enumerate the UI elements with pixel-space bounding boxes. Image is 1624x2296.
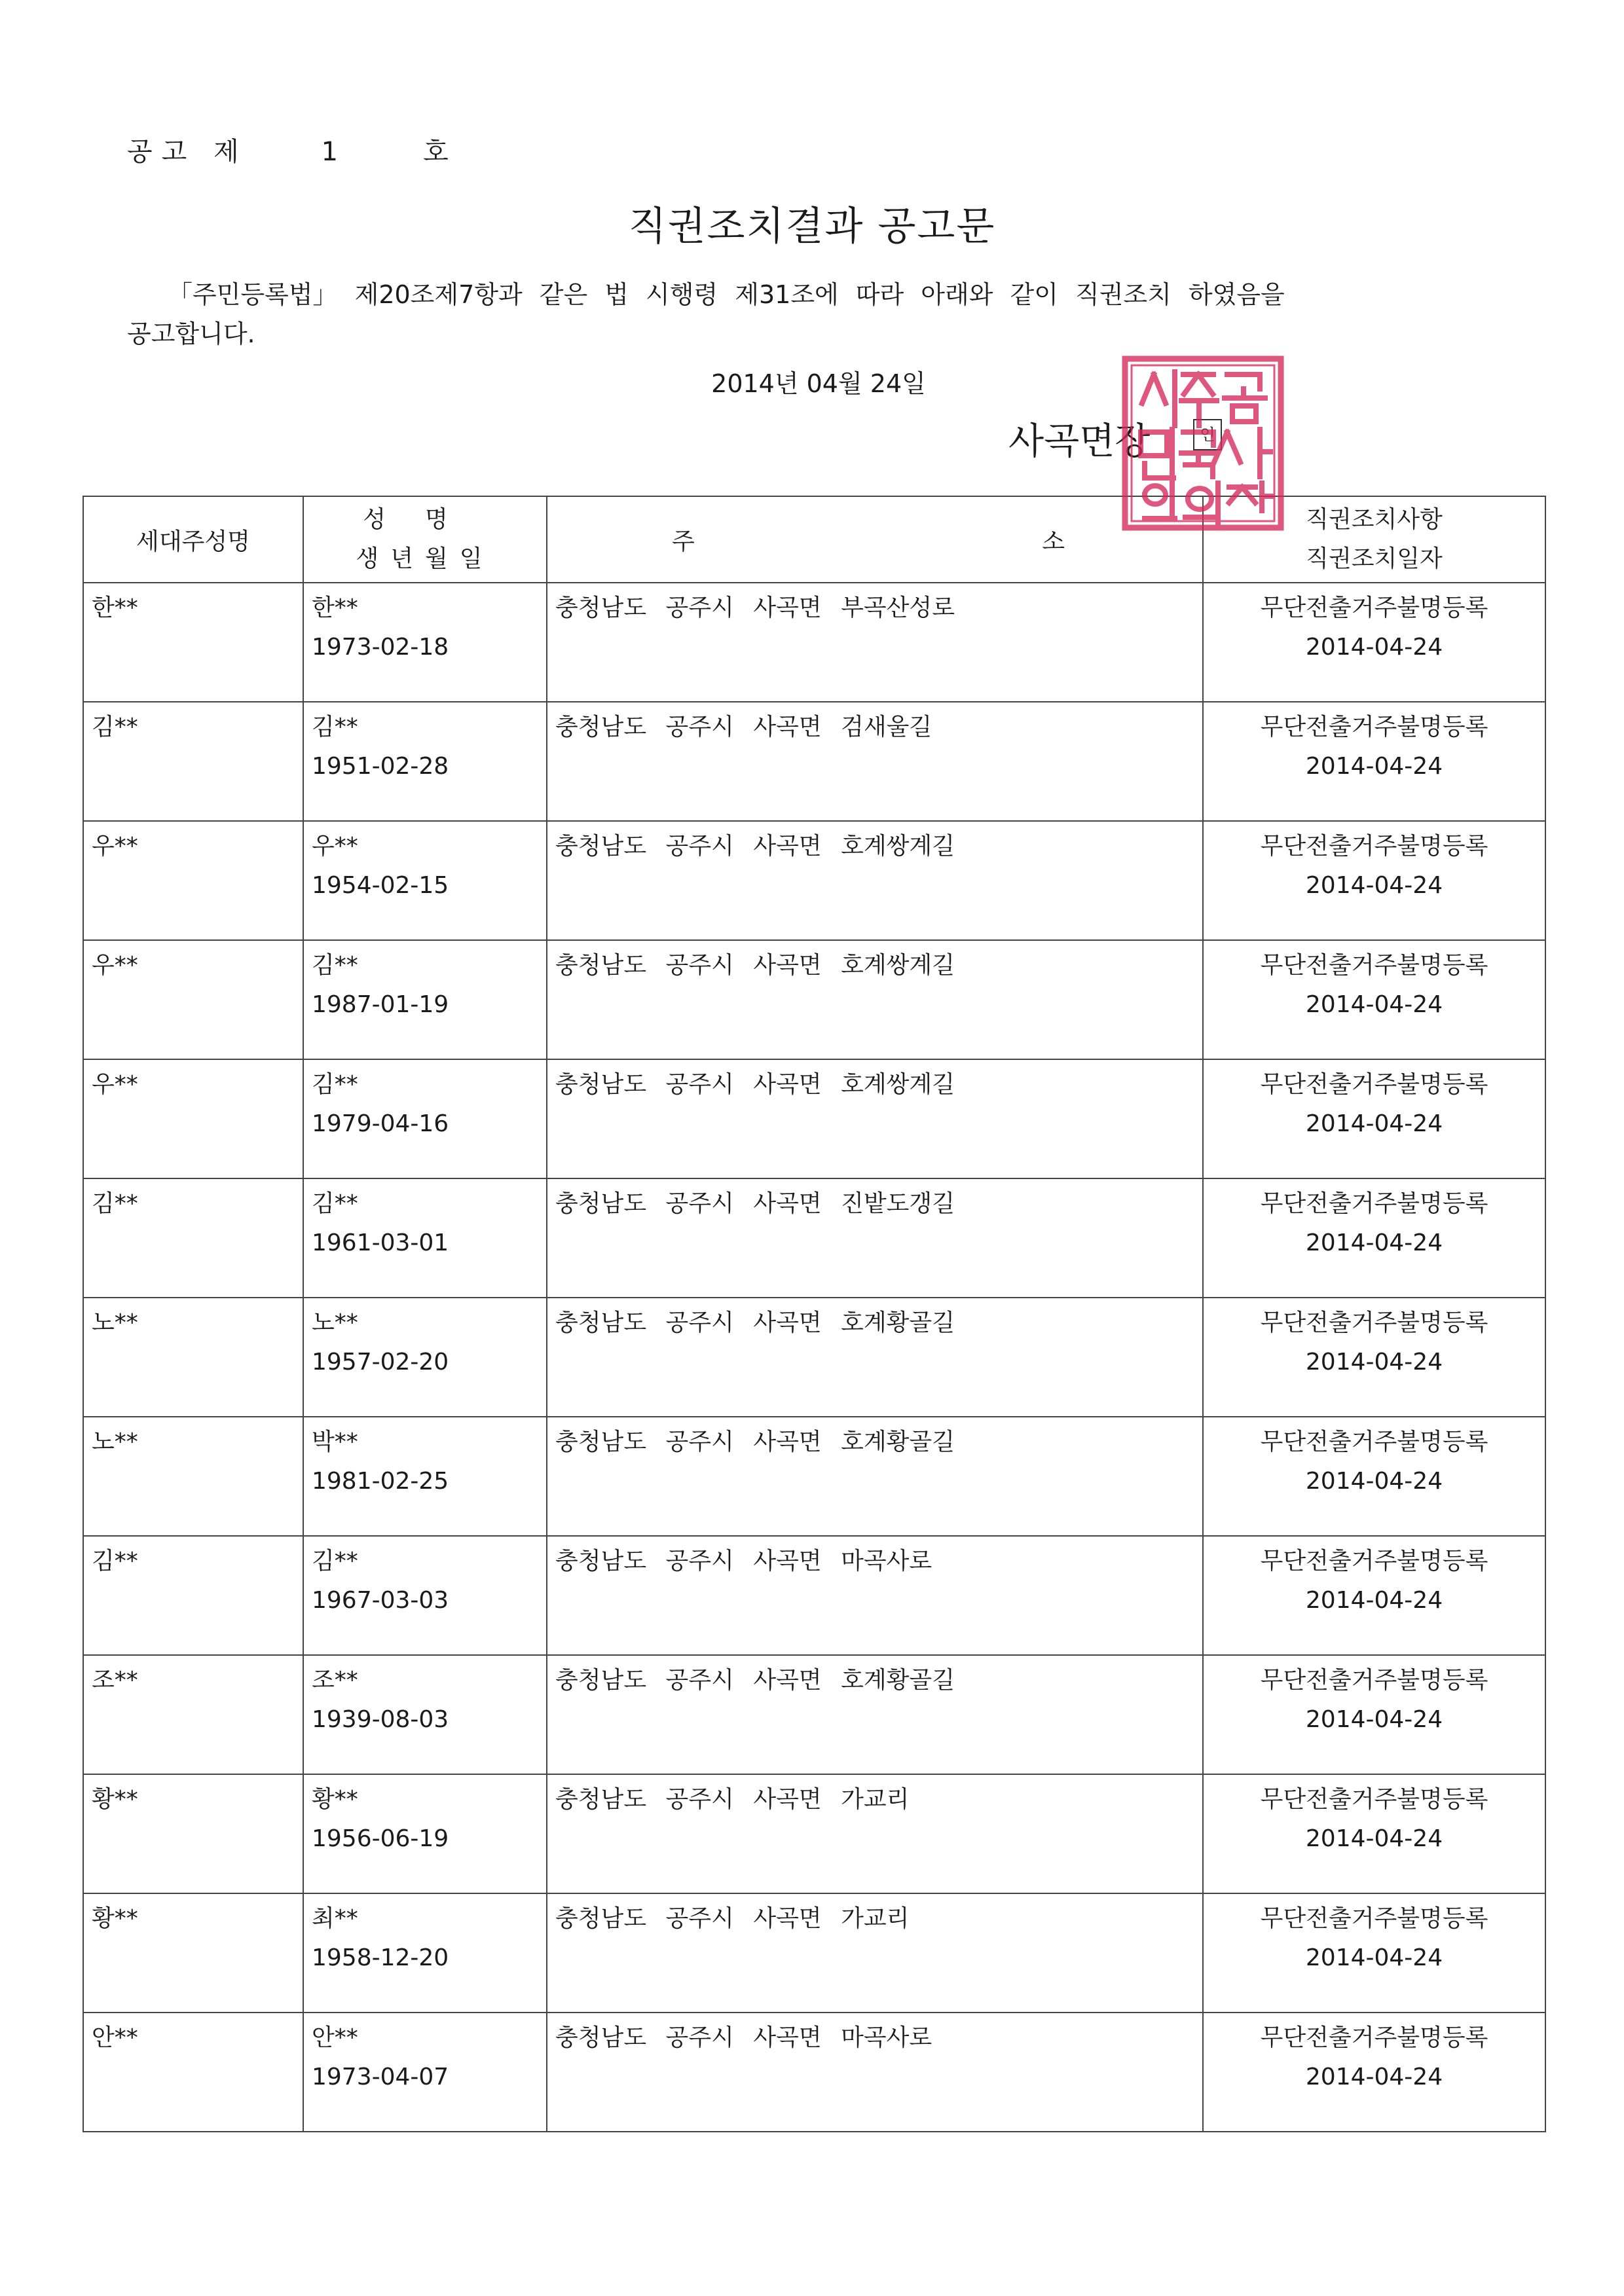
household-head-name: 김**: [92, 1548, 138, 1575]
name-birth-cell: [303, 1298, 547, 1417]
action-date: 2014-04-24: [1305, 2064, 1443, 2090]
household-head-cell: [83, 1655, 303, 1774]
household-head-cell: [83, 1536, 303, 1655]
action-item: 무단전출거주불명등록: [1260, 1071, 1488, 1098]
table-row: [83, 583, 1545, 702]
person-name: 황**: [312, 1786, 358, 1813]
action-cell: [1203, 702, 1545, 821]
intro-line-2: 공고합니다.: [127, 319, 255, 348]
birth-date: 1973-04-07: [312, 2064, 449, 2090]
address-text: 충청남도 공주시 사곡면 부곡산성로: [555, 594, 955, 621]
address-text: 충청남도 공주시 사곡면 가교리: [555, 1905, 910, 1932]
notice-number-value: 1: [321, 137, 339, 167]
name-birth-cell: [303, 583, 547, 702]
birth-date: 1967-03-03: [312, 1587, 449, 1614]
address-cell: [547, 1298, 1203, 1417]
action-cell: [1203, 821, 1545, 940]
household-head-cell: [83, 702, 303, 821]
household-head-name: 황**: [92, 1786, 138, 1813]
household-head-name: 우**: [92, 952, 138, 979]
birth-date: 1958-12-20: [312, 1944, 449, 1971]
household-head-name: 우**: [92, 1071, 138, 1098]
household-head-name: 안**: [92, 2024, 138, 2051]
address-cell: [547, 583, 1203, 702]
name-birth-cell: [303, 1655, 547, 1774]
intro-paragraph: [127, 275, 1443, 354]
birth-date: 1939-08-03: [312, 1706, 449, 1733]
name-birth-cell: [303, 1774, 547, 1893]
address-cell: [547, 1178, 1203, 1298]
action-item: 무단전출거주불명등록: [1260, 952, 1488, 979]
person-name: 노**: [312, 1309, 358, 1336]
document-date: 2014년 04월 24일: [711, 369, 926, 398]
name-birth-cell: [303, 821, 547, 940]
action-date: 2014-04-24: [1305, 1468, 1443, 1495]
action-item: 무단전출거주불명등록: [1260, 2024, 1488, 2051]
birth-date: 1951-02-28: [312, 753, 449, 780]
person-name: 김**: [312, 1548, 358, 1575]
header-address: [547, 496, 1203, 583]
action-date: 2014-04-24: [1305, 1110, 1443, 1137]
signatory-title: 사곡면장: [1008, 420, 1151, 463]
header-action-item: 직권조치사항: [1306, 506, 1443, 533]
table-row: [83, 2013, 1545, 2132]
name-birth-cell: [303, 1893, 547, 2013]
header-address-part-2: 소: [1042, 528, 1065, 555]
action-date: 2014-04-24: [1305, 991, 1443, 1018]
action-item: 무단전출거주불명등록: [1260, 1429, 1488, 1455]
household-head-cell: [83, 1298, 303, 1417]
birth-date: 1979-04-16: [312, 1110, 449, 1137]
action-date: 2014-04-24: [1305, 872, 1443, 899]
table-row: [83, 1536, 1545, 1655]
table-row: [83, 1893, 1545, 2013]
address-cell: [547, 1774, 1203, 1893]
table-row: [83, 1417, 1545, 1536]
household-head-name: 한**: [92, 594, 138, 621]
name-birth-cell: [303, 702, 547, 821]
address-cell: [547, 1536, 1203, 1655]
address-text: 충청남도 공주시 사곡면 호계황골길: [555, 1429, 955, 1455]
table-row: [83, 1655, 1545, 1774]
intro-line-1: 「주민등록법」 제20조제7항과 같은 법 시행령 제31조에 따라 아래와 같이 직권조치 하였음을: [168, 280, 1285, 309]
header-address-part-1: 주: [672, 528, 695, 555]
person-name: 김**: [312, 1190, 358, 1217]
action-date: 2014-04-24: [1305, 1944, 1443, 1971]
header-household-head: 세대주성명: [83, 496, 303, 583]
address-cell: [547, 1655, 1203, 1774]
action-cell: [1203, 1178, 1545, 1298]
action-item: 무단전출거주불명등록: [1260, 833, 1488, 860]
birth-date: 1954-02-15: [312, 872, 449, 899]
name-birth-cell: [303, 1536, 547, 1655]
person-name: 박**: [312, 1429, 358, 1455]
person-name: 한**: [312, 594, 358, 621]
action-date: 2014-04-24: [1305, 753, 1443, 780]
birth-date: 1981-02-25: [312, 1468, 449, 1495]
address-cell: [547, 2013, 1203, 2132]
household-head-name: 김**: [92, 1190, 138, 1217]
action-date: 2014-04-24: [1305, 1706, 1443, 1733]
address-text: 충청남도 공주시 사곡면 호계황골길: [555, 1309, 955, 1336]
household-head-name: 조**: [92, 1667, 138, 1694]
address-text: 충청남도 공주시 사곡면 진밭도갱길: [555, 1190, 955, 1217]
header-birthdate: 생년월일: [356, 545, 494, 572]
action-item: 무단전출거주불명등록: [1260, 1667, 1488, 1694]
address-text: 충청남도 공주시 사곡면 호계쌍계길: [555, 952, 955, 979]
household-head-name: 김**: [92, 714, 138, 740]
action-cell: [1203, 1536, 1545, 1655]
action-item: 무단전출거주불명등록: [1260, 1786, 1488, 1813]
household-head-name: 우**: [92, 833, 138, 860]
birth-date: 1987-01-19: [312, 991, 449, 1018]
address-text: 충청남도 공주시 사곡면 마곡사로: [555, 2024, 932, 2051]
action-item: 무단전출거주불명등록: [1260, 1309, 1488, 1336]
birth-date: 1957-02-20: [312, 1349, 449, 1376]
household-head-cell: [83, 1774, 303, 1893]
notice-number-suffix: 호: [423, 137, 449, 167]
address-cell: [547, 1059, 1203, 1178]
address-cell: [547, 821, 1203, 940]
action-cell: [1203, 1059, 1545, 1178]
header-name-birth: [303, 496, 547, 583]
address-cell: [547, 1893, 1203, 2013]
action-cell: [1203, 1298, 1545, 1417]
address-text: 충청남도 공주시 사곡면 호계쌍계길: [555, 1071, 955, 1098]
table-row: [83, 702, 1545, 821]
person-name: 조**: [312, 1667, 358, 1694]
table-header-row: [83, 496, 1545, 583]
action-date: 2014-04-24: [1305, 634, 1443, 661]
table-body: [83, 583, 1545, 2132]
household-head-cell: [83, 1059, 303, 1178]
household-head-cell: [83, 940, 303, 1059]
address-cell: [547, 1417, 1203, 1536]
household-head-name: 노**: [92, 1309, 138, 1336]
action-item: 무단전출거주불명등록: [1260, 714, 1488, 740]
birth-date: 1956-06-19: [312, 1825, 449, 1852]
person-name: 김**: [312, 1071, 358, 1098]
name-birth-cell: [303, 1178, 547, 1298]
action-date: 2014-04-24: [1305, 1825, 1443, 1852]
signatory-seal-mark: 인: [1193, 419, 1222, 450]
household-head-cell: [83, 1178, 303, 1298]
person-name: 김**: [312, 952, 358, 979]
household-head-name: 노**: [92, 1429, 138, 1455]
address-text: 충청남도 공주시 사곡면 호계쌍계길: [555, 833, 955, 860]
household-head-cell: [83, 1893, 303, 2013]
table-row: [83, 821, 1545, 940]
person-name: 김**: [312, 714, 358, 740]
action-cell: [1203, 2013, 1545, 2132]
name-birth-cell: [303, 1059, 547, 1178]
action-item: 무단전출거주불명등록: [1260, 1548, 1488, 1575]
household-head-cell: [83, 1417, 303, 1536]
action-item: 무단전출거주불명등록: [1260, 1190, 1488, 1217]
name-birth-cell: [303, 1417, 547, 1536]
name-birth-cell: [303, 2013, 547, 2132]
notice-number: [127, 131, 449, 168]
address-text: 충청남도 공주시 사곡면 호계황골길: [555, 1667, 955, 1694]
name-birth-cell: [303, 940, 547, 1059]
action-cell: [1203, 583, 1545, 702]
action-date: 2014-04-24: [1305, 1349, 1443, 1376]
table-row: [83, 1298, 1545, 1417]
header-action-date: 직권조치일자: [1306, 545, 1443, 572]
table-row: [83, 940, 1545, 1059]
action-cell: [1203, 1417, 1545, 1536]
action-date: 2014-04-24: [1305, 1230, 1443, 1256]
person-name: 안**: [312, 2024, 358, 2051]
action-cell: [1203, 1774, 1545, 1893]
address-text: 충청남도 공주시 사곡면 마곡사로: [555, 1548, 932, 1575]
action-cell: [1203, 940, 1545, 1059]
document-title: 직권조치결과 공고문: [628, 204, 996, 249]
notice-number-prefix: 공고 제: [127, 137, 248, 167]
household-head-cell: [83, 821, 303, 940]
person-name: 우**: [312, 833, 358, 860]
address-text: 충청남도 공주시 사곡면 검새울길: [555, 714, 932, 740]
action-item: 무단전출거주불명등록: [1260, 594, 1488, 621]
address-text: 충청남도 공주시 사곡면 가교리: [555, 1786, 910, 1813]
action-cell: [1203, 1655, 1545, 1774]
address-cell: [547, 940, 1203, 1059]
result-table: [83, 496, 1546, 2132]
action-date: 2014-04-24: [1305, 1587, 1443, 1614]
household-head-name: 황**: [92, 1905, 138, 1932]
official-seal: [1121, 355, 1285, 532]
birth-date: 1961-03-01: [312, 1230, 449, 1256]
person-name: 최**: [312, 1905, 358, 1932]
action-item: 무단전출거주불명등록: [1260, 1905, 1488, 1932]
table-row: [83, 1059, 1545, 1178]
household-head-cell: [83, 2013, 303, 2132]
household-head-cell: [83, 583, 303, 702]
table-row: [83, 1178, 1545, 1298]
action-cell: [1203, 1893, 1545, 2013]
address-cell: [547, 702, 1203, 821]
header-name: 성명: [363, 506, 487, 533]
birth-date: 1973-02-18: [312, 634, 449, 661]
table-row: [83, 1774, 1545, 1893]
